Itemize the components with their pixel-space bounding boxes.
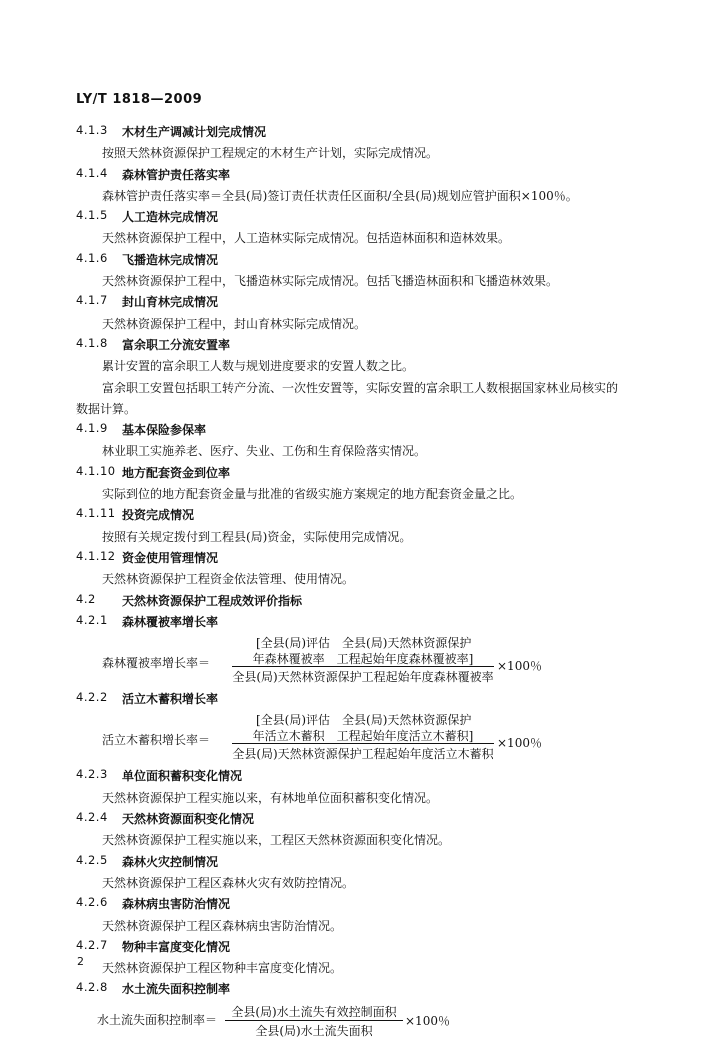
paragraph-text: 天然林资源保护工程中，飞播造林实际完成情况。包括飞播造林面积和飞播造林效果。 <box>102 274 559 289</box>
paragraph-line <box>0 527 708 548</box>
formula-lhs: 森林覆被率增长率＝ <box>102 656 211 671</box>
section-heading <box>0 250 708 271</box>
section-title: 地方配套资金到位率 <box>122 465 231 480</box>
section-number: 4.1.8 <box>76 335 108 350</box>
paragraph-text: 累计安置的富余职工人数与规划进度要求的安置人数之比。 <box>102 359 415 374</box>
formula-tail: ×100％ <box>405 1013 450 1028</box>
section-title: 天然林资源面积变化情况 <box>122 812 255 827</box>
section-title: 木材生产调减计划完成情况 <box>122 125 267 139</box>
section-heading <box>0 591 708 612</box>
formula-f2 <box>0 710 708 766</box>
section-heading <box>0 420 708 441</box>
paragraph-line <box>0 441 708 462</box>
fraction-bar <box>225 1020 403 1021</box>
paragraph-line <box>0 484 708 505</box>
section-title: 封山育林完成情况 <box>122 295 219 310</box>
formula-denominator: 全县(局)天然林资源保护工程起始年度森林覆被率 <box>232 670 494 685</box>
section-number: 4.2.1 <box>76 612 108 627</box>
paragraph-line <box>0 958 708 979</box>
section-number: 4.1.11 <box>76 506 116 521</box>
paragraph-line <box>0 569 708 590</box>
paragraph-line <box>0 873 708 894</box>
formula-denominator: 全县(局)水土流失面积 <box>255 1023 373 1038</box>
section-number: 4.1.7 <box>76 293 108 308</box>
section-title: 森林病虫害防治情况 <box>122 897 231 912</box>
formula-tail: ×100％ <box>497 659 542 674</box>
document-body <box>0 122 708 1041</box>
section-title: 活立木蓄积增长率 <box>122 692 219 707</box>
paragraph-text: 数据计算。 <box>76 401 137 416</box>
paragraph-line <box>0 143 708 164</box>
section-number: 4.2.7 <box>76 937 108 952</box>
section-heading <box>0 505 708 526</box>
paragraph-line <box>0 186 708 207</box>
section-heading <box>0 292 708 313</box>
section-number: 4.1.9 <box>76 421 108 436</box>
formula-lhs: 水土流失面积控制率＝ <box>97 1012 218 1027</box>
formula-numerator: 全县(局)水土流失有效控制面积 <box>231 1004 397 1019</box>
section-title: 水土流失面积控制率 <box>122 982 231 997</box>
section-heading <box>0 852 708 873</box>
section-title: 投资完成情况 <box>122 508 195 523</box>
section-title: 人工造林完成情况 <box>122 210 219 225</box>
section-number: 4.1.6 <box>76 250 108 265</box>
section-heading <box>0 122 708 143</box>
section-title: 森林火灾控制情况 <box>122 854 219 869</box>
paragraph-text: 天然林资源保护工程实施以来，工程区天然林资源面积变化情况。 <box>102 833 451 848</box>
section-heading <box>0 766 708 787</box>
paragraph-text: 天然林资源保护工程中，封山育林实际完成情况。 <box>102 316 367 331</box>
section-number: 4.2.5 <box>76 852 108 867</box>
paragraph-text: 天然林资源保护工程区森林火灾有效防控情况。 <box>102 875 355 890</box>
section-number: 4.2.8 <box>76 980 108 995</box>
section-heading <box>0 335 708 356</box>
section-number: 4.1.12 <box>76 548 116 563</box>
paragraph-line <box>0 788 708 809</box>
paragraph-text: 天然林资源保护工程中，人工造林实际完成情况。包括造林面积和造林效果。 <box>102 231 511 246</box>
paragraph-text: 天然林资源保护工程区物种丰富度变化情况。 <box>102 961 343 976</box>
paragraph-text: 按照有关规定拨付到工程县(局)资金，实际使用完成情况。 <box>102 529 412 544</box>
section-title: 物种丰富度变化情况 <box>122 939 231 954</box>
paragraph-text: 按照天然林资源保护工程规定的木材生产计划，实际完成情况。 <box>102 146 439 161</box>
fraction-bar <box>232 743 494 744</box>
paragraph-text: 林业职工实施养老、医疗、失业、工伤和生育保险落实情况。 <box>102 444 427 459</box>
paragraph-line <box>0 916 708 937</box>
section-heading <box>0 809 708 830</box>
section-number: 4.2.3 <box>76 767 108 782</box>
section-title: 天然林资源保护工程成效评价指标 <box>122 593 303 608</box>
paragraph-text: 富余职工安置包括职工转产分流、一次性安置等，实际安置的富余职工人数根据国家林业局核实的 <box>102 380 619 395</box>
formula-f3 <box>0 1001 708 1041</box>
fraction-bar <box>232 666 494 667</box>
formula-lhs: 活立木蓄积增长率＝ <box>102 733 211 748</box>
page-number: 2 <box>77 955 84 968</box>
formula-numerator-line1: [全县(局)评估 全县(局)天然林资源保护 <box>256 636 472 651</box>
section-number: 4.2 <box>76 591 96 606</box>
section-number: 4.2.6 <box>76 895 108 910</box>
paragraph-text: 森林管护责任落实率＝全县(局)签订责任状责任区面积/全县(局)规划应管护面积×100％。 <box>102 188 578 203</box>
section-title: 基本保险参保率 <box>122 423 207 438</box>
section-heading <box>0 165 708 186</box>
paragraph-line <box>0 399 708 420</box>
standard-code-header: LY/T 1818—2009 <box>76 92 203 107</box>
section-heading <box>0 548 708 569</box>
section-title: 富余职工分流安置率 <box>122 337 231 352</box>
paragraph-text: 实际到位的地方配套资金量与批准的省级实施方案规定的地方配套资金量之比。 <box>102 487 523 502</box>
section-heading <box>0 979 708 1000</box>
paragraph-text: 天然林资源保护工程资金依法管理、使用情况。 <box>102 572 355 587</box>
paragraph-line <box>0 378 708 399</box>
paragraph-text: 天然林资源保护工程实施以来，有林地单位面积蓄积变化情况。 <box>102 790 439 805</box>
formula-denominator: 全县(局)天然林资源保护工程起始年度活立木蓄积 <box>232 747 494 762</box>
section-heading <box>0 689 708 710</box>
formula-numerator-line1: [全县(局)评估 全县(局)天然林资源保护 <box>256 713 472 728</box>
formula-f1 <box>0 633 708 689</box>
section-number: 4.1.10 <box>76 463 116 478</box>
section-title: 单位面积蓄积变化情况 <box>122 769 243 784</box>
formula-numerator-line2: 年活立木蓄积 工程起始年度活立木蓄积] <box>252 729 474 744</box>
section-title: 飞播造林完成情况 <box>122 252 219 267</box>
paragraph-line <box>0 271 708 292</box>
paragraph-line <box>0 830 708 851</box>
section-title: 资金使用管理情况 <box>122 550 219 565</box>
section-number: 4.1.4 <box>76 165 108 180</box>
section-number: 4.2.4 <box>76 810 108 825</box>
paragraph-line <box>0 356 708 377</box>
section-heading <box>0 207 708 228</box>
section-heading <box>0 937 708 958</box>
formula-tail: ×100％ <box>497 736 542 751</box>
section-title: 森林管护责任落实率 <box>122 167 231 182</box>
paragraph-line <box>0 228 708 249</box>
section-title: 森林覆被率增长率 <box>122 614 219 629</box>
section-heading <box>0 612 708 633</box>
formula-numerator-line2: 年森林覆被率 工程起始年度森林覆被率] <box>252 652 474 667</box>
section-heading <box>0 894 708 915</box>
paragraph-text: 天然林资源保护工程区森林病虫害防治情况。 <box>102 918 343 933</box>
section-heading <box>0 463 708 484</box>
section-number: 4.2.2 <box>76 690 108 705</box>
paragraph-line <box>0 314 708 335</box>
section-number: 4.1.3 <box>76 123 108 137</box>
section-number: 4.1.5 <box>76 208 108 223</box>
